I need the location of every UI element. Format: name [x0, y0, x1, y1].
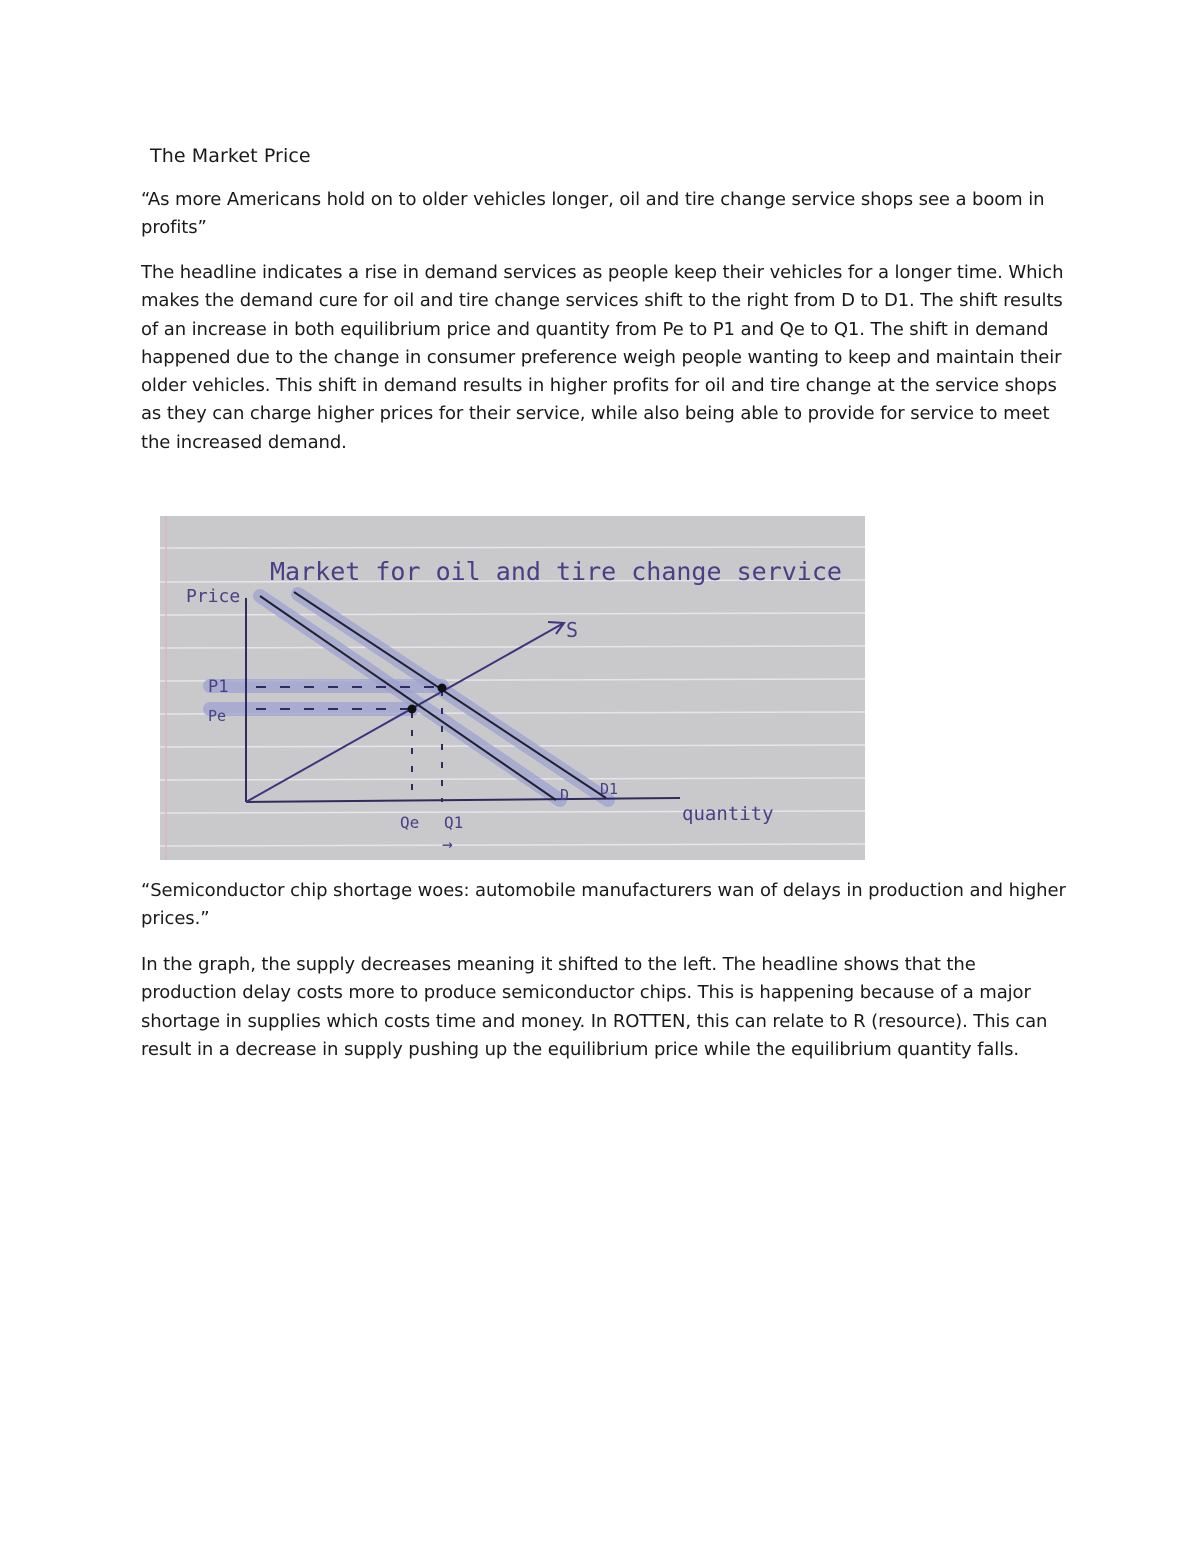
shift-arrow-icon: →: [442, 834, 453, 855]
headline-quote-1: “As more Americans hold on to older vehicles longer, oil and tire change service shops see a boom in profits”: [141, 189, 1045, 239]
hand-drawn-graph-photo: [160, 516, 865, 860]
highlighter-marks: [210, 594, 608, 800]
qty-high-label: Q1: [444, 813, 464, 832]
equilibrium-point-1: [438, 684, 447, 693]
headline-quote-2: “Semiconductor chip shortage woes: automobile manufacturers wan of delays in production and higher prices.”: [141, 880, 1066, 930]
price-axis-label: Price: [186, 586, 241, 607]
analysis-paragraph-1: The headline indicates a rise in demand services as people keep their vehicles for a longer time. Which makes the demand cure for oil and tire change services shift to the right from D to D1. The shift results of an increase in both equilibrium price and quantity from Pe to P1 and Qe to Q1. The shift in demand happened due to the change in consumer preference weigh people wanting to keep and maintain their older vehicles. This shift in demand results in higher profits for oil and tire change at the service shops as they can charge higher prices for their service, while also being able to provide for service to meet the increased demand.: [141, 262, 1064, 453]
qty-eq-label: Qe: [400, 813, 420, 832]
supply-label: S: [566, 618, 579, 642]
quantity-axis-label: quantity: [682, 803, 774, 825]
demand-shifted-label: D1: [600, 780, 619, 798]
page-title: The Market Price: [150, 145, 311, 167]
demand-label: D: [560, 786, 570, 804]
graph-title: Market for oil and tire change service: [270, 557, 842, 586]
price-eq-label: Pe: [208, 707, 227, 725]
equilibrium-point-e: [408, 705, 417, 714]
analysis-paragraph-2: In the graph, the supply decreases meaning it shifted to the left. The headline shows that the production delay costs more to produce semiconductor chips. This is happening because of a major shortage in supplies which costs time and money. In ROTTEN, this can relate to R (resource). This can result in a decrease in supply pushing up the equilibrium price while the equilibrium quantity falls.: [141, 954, 1048, 1060]
price-high-label: P1: [208, 677, 229, 697]
